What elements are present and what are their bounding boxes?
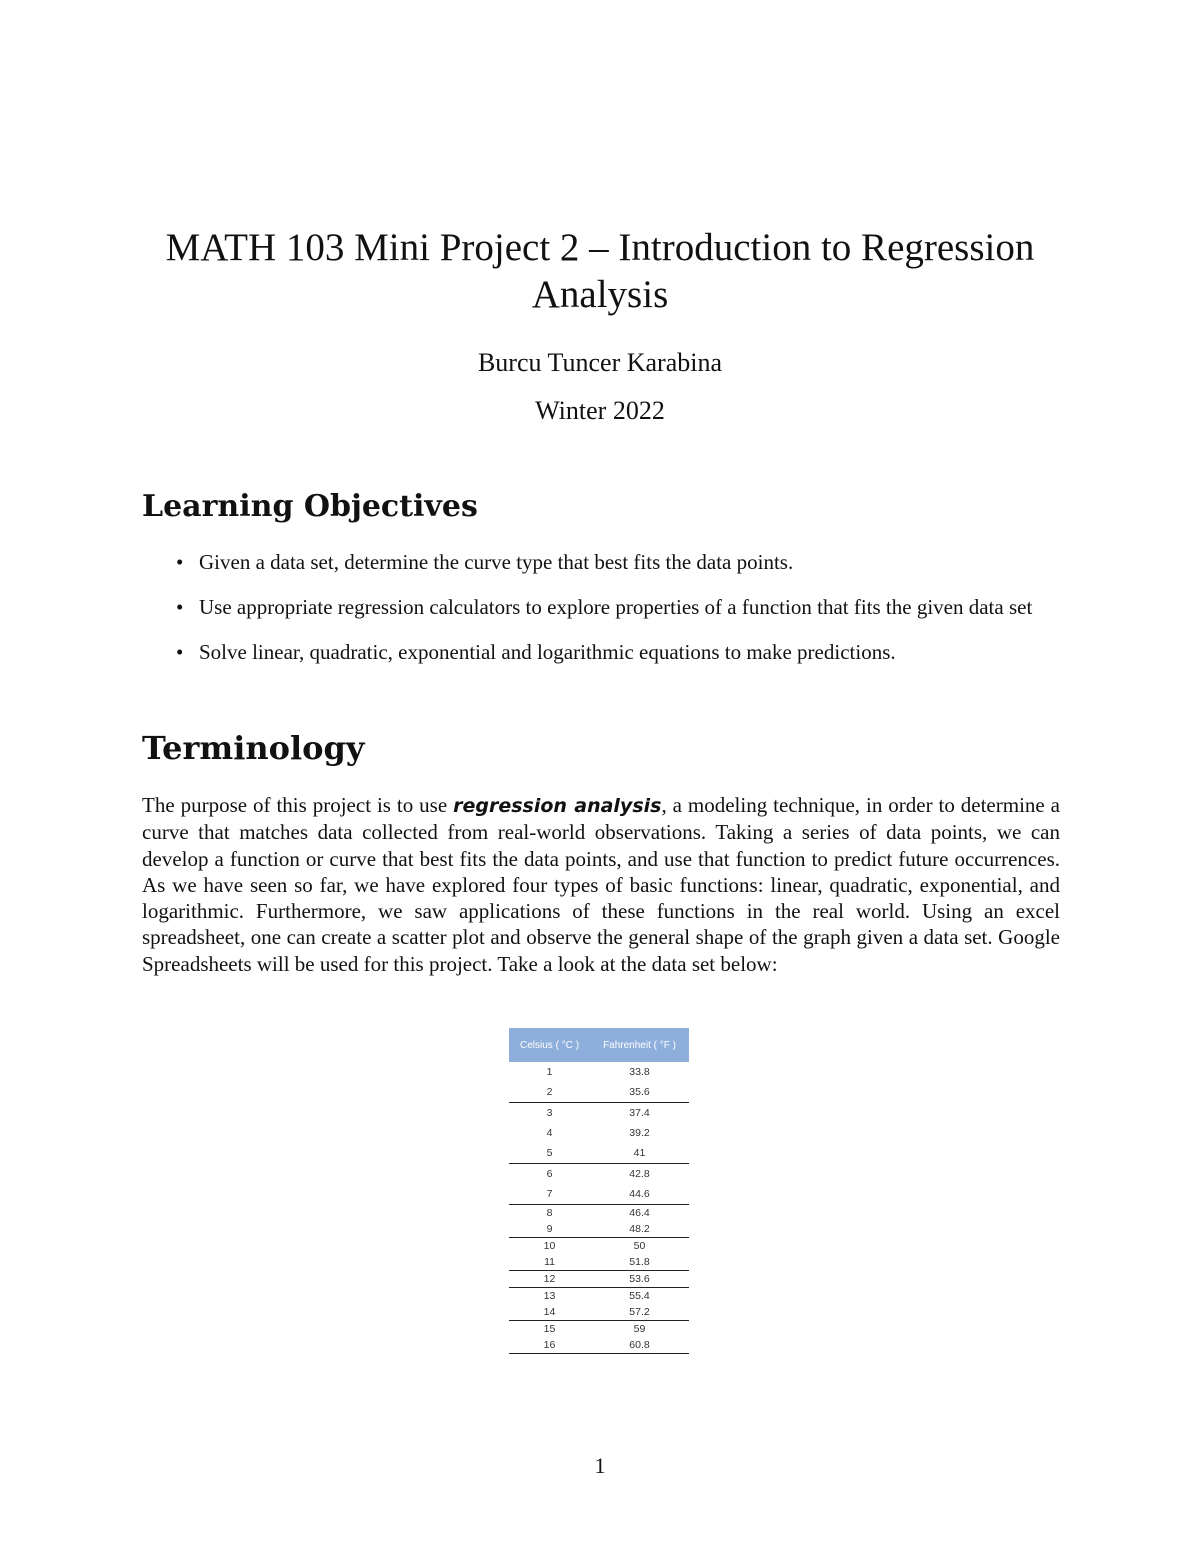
table-cell: 48.2 — [590, 1221, 689, 1238]
emphasized-term: regression analysis — [453, 795, 662, 817]
bullet-icon: • — [176, 595, 184, 619]
table-cell: 57.2 — [590, 1304, 689, 1321]
table-row — [509, 1184, 689, 1205]
table-row — [509, 1304, 689, 1321]
list-item — [142, 594, 1062, 621]
list-item — [142, 549, 1062, 576]
table-cell: 39.2 — [629, 1127, 650, 1139]
table-cell: 35.6 — [590, 1082, 689, 1103]
document-term: Winter 2022 — [535, 396, 665, 425]
table-cell: 8 — [546, 1207, 553, 1219]
table-row — [509, 1103, 689, 1124]
table-cell: 2 — [509, 1082, 590, 1103]
table-cell: 42.8 — [629, 1168, 650, 1180]
table-row — [509, 1164, 689, 1185]
table-cell: 12 — [509, 1271, 590, 1288]
table-row — [509, 1238, 689, 1255]
table-cell: 14 — [509, 1304, 590, 1321]
column-header-celsius: Celsius ( °C ) — [509, 1028, 590, 1062]
document-title: MATH 103 Mini Project 2 – Introduction to Regression Analysis — [165, 226, 1035, 316]
table-cell: 53.6 — [590, 1271, 689, 1288]
table-cell: 4 — [546, 1127, 553, 1139]
table-cell: 7 — [509, 1184, 590, 1205]
objective-text: Solve linear, quadratic, exponential and logarithmic equations to make predictions. — [199, 640, 896, 664]
table-row — [509, 1062, 689, 1082]
table-cell: 3 — [546, 1107, 553, 1119]
temperature-data-table — [509, 1028, 689, 1354]
table-row — [509, 1321, 689, 1338]
table-cell: 46.4 — [629, 1207, 650, 1219]
terminology-heading: Terminology — [142, 729, 365, 767]
terminology-paragraph — [142, 792, 1060, 977]
table-cell: 6 — [546, 1168, 553, 1180]
table-cell: 55.4 — [629, 1290, 650, 1302]
table-cell: 44.6 — [590, 1184, 689, 1205]
table-cell: 33.8 — [629, 1066, 650, 1078]
document-author: Burcu Tuncer Karabina — [477, 348, 723, 377]
table-cell: 15 — [543, 1323, 556, 1335]
column-header-fahrenheit: Fahrenheit ( °F ) — [590, 1028, 689, 1062]
table-row — [509, 1254, 689, 1271]
table-row — [509, 1271, 689, 1288]
bullet-icon: • — [176, 550, 184, 574]
objective-text: Use appropriate regression calculators to explore properties of a function that fits the given data set — [199, 595, 1033, 619]
table-row — [509, 1221, 689, 1238]
table-cell: 60.8 — [590, 1337, 689, 1354]
objective-text: Given a data set, determine the curve type that best fits the data points. — [199, 550, 794, 574]
table-cell: 50 — [633, 1240, 646, 1252]
table-cell: 41 — [590, 1143, 689, 1164]
table-cell: 59 — [633, 1323, 646, 1335]
list-item — [142, 639, 1062, 666]
table-cell: 37.4 — [629, 1107, 650, 1119]
table-row — [509, 1123, 689, 1143]
table-cell: 11 — [509, 1254, 590, 1271]
bullet-icon: • — [176, 640, 184, 664]
learning-objectives-heading: Learning Objectives — [142, 489, 478, 524]
table-header-row — [509, 1028, 689, 1062]
table-cell: 9 — [509, 1221, 590, 1238]
table-cell: 13 — [543, 1290, 556, 1302]
table-row — [509, 1082, 689, 1103]
table-cell: 1 — [546, 1066, 553, 1078]
table-row — [509, 1143, 689, 1164]
table-cell: 16 — [509, 1337, 590, 1354]
paragraph-text-start: The purpose of this project is to use — [142, 793, 454, 817]
table-row — [509, 1288, 689, 1305]
paragraph-text-end: , a modeling technique, in order to determine a curve that matches data collected from real-world observations. Taking a series of data points, we can develop a function or curve that best fits the data points, and use that function to predict future occurrences. As we have seen so far, we have explored four types of basic functions: linear, quadratic, exponential, and logarithmic. Furthermore, we saw applications of these functions in the real world. Using an excel spreadsheet, one can create a scatter plot and observe the general shape of the graph given a data set. Google Spreadsheets will be used for this project. Take a look at the data set below: — [142, 793, 1060, 976]
page-number: 1 — [594, 1453, 606, 1478]
table-cell: 51.8 — [590, 1254, 689, 1271]
table-row — [509, 1337, 689, 1354]
table-cell: 5 — [509, 1143, 590, 1164]
learning-objectives-list — [142, 549, 1062, 684]
table-row — [509, 1205, 689, 1222]
table-cell: 10 — [543, 1240, 556, 1252]
